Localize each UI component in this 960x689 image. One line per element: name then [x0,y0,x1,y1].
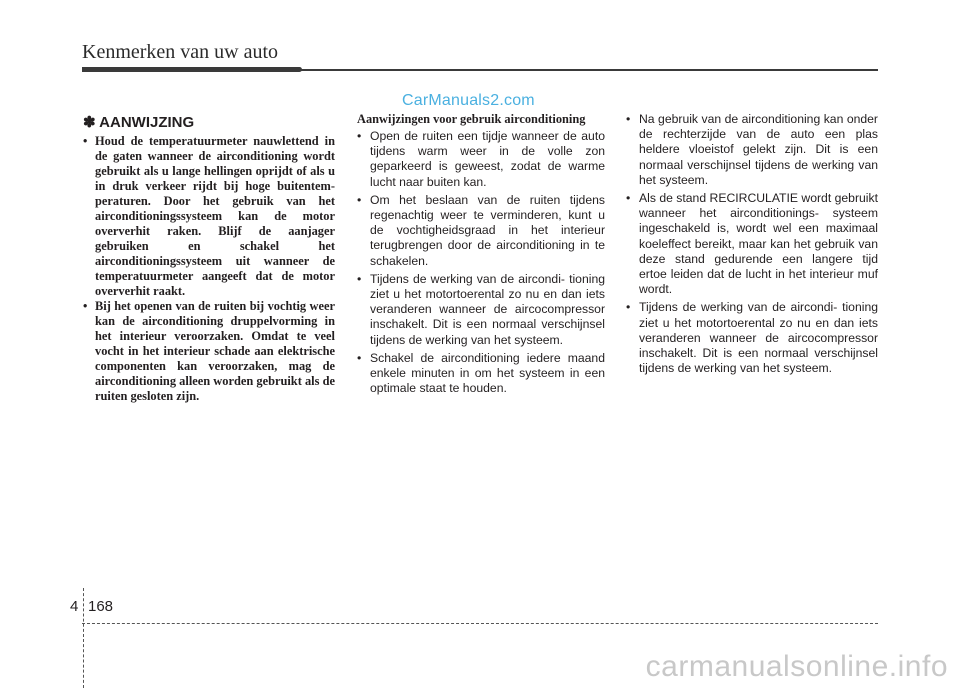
chapter-number: 4 [70,598,79,615]
bullet: • [626,300,631,315]
bullet: • [626,191,631,206]
notice-heading: ✽ AANWIJZING [83,114,195,131]
bullet: • [83,134,88,148]
list-item [357,193,605,269]
notice-item-text: Bij het openen van de ruiten bij vochtig weer kan de airconditioning druppelvorming in het interieur veroorzaken. Omdat te veel vocht in het interieur schade aan elektrische componenten kan veroorzaken, mag de airconditioning alleen worden gebruikt als de ruiten gesloten zijn. [95,299,335,403]
bullet: • [626,112,631,126]
notice-column [83,113,335,404]
watermark-bottom: carmanualsonline.info [645,650,948,683]
list-item [626,300,878,376]
bullet: • [357,271,362,286]
tips-column-right [626,112,878,379]
tips-list-left [357,129,605,396]
bullet: • [83,299,88,313]
list-item [83,299,335,404]
tip-text: Open de ruiten een tijdje wanneer de auto tijdens warm weer in de volle zon geparkeerd is geweest, zodat de warme lucht naar buiten kan. [370,129,605,189]
page-header-title: Kenmerken van uw auto [82,41,279,63]
page-number-value: 168 [88,598,114,615]
bullet: • [357,129,362,143]
tip-text: Na gebruik van de airconditioning kan onder de rechterzijde van de auto een plas heldere vloeistof gelekt zijn. Dit is een normaal verschijnsel tijdens de werking van het systeem. [639,112,878,187]
notice-list [83,134,335,404]
tip-text: Als de stand RECIRCULATIE wordt gebruikt wanneer het airconditionings- systeem ingeschakeld is, wordt wel een maximaal koeleffect bereikt, maar kan het gebruik van deze stand gedurende een langere tijd ertoe leiden dat de lucht in het interieur muf wordt. [639,191,878,297]
notice-item-text: Houd de temperatuurmeter nauwlettend in de gaten wanneer de airconditioning wordt gebruikt als u lange hellingen oprijdt of als u in druk verkeer rijdt bij hoge buitentem- peraturen. Door het gebruik van het airconditioningssysteem kan de motor oververhit raken. Blijf de aanjager gebruiken en schakel het airconditioningssysteem uit wanneer de temperatuurmeter aangeeft dat de motor oververhit raakt. [95,134,335,298]
tip-text: Tijdens de werking van de aircondi- tioning ziet u het motortoerental zo nu en dan iets veranderen wanneer de aircocompressor inschakelt. Dit is een normaal verschijnsel tijdens de werking van het systeem. [639,300,878,376]
tip-text: Tijdens de werking van de aircondi- tioning ziet u het motortoerental zo nu en dan iets veranderen wanneer de aircocompressor inschakelt. Dit is een normaal verschijnsel tijdens de werking van het systeem. [370,271,605,347]
bullet: • [357,192,362,207]
watermark-top: CarManuals2.com [402,92,535,109]
list-item [357,351,605,397]
page-number [70,598,113,615]
list-item [357,129,605,190]
bullet: • [357,350,362,365]
tip-text: Om het beslaan van de ruiten tijdens regenachtig weer te verminderen, kunt u de vochtigheidsgraad in het interieur terugbrengen door de airconditioning in te schakelen. [370,192,605,268]
tips-column-left [357,112,605,399]
list-item [626,112,878,188]
header-rule [300,69,878,71]
tips-list-right [626,112,878,376]
tips-heading: Aanwijzingen voor gebruik airconditioning [357,112,586,126]
tip-text: Schakel de airconditioning iedere maand enkele minuten in om het systeem in een optimale staat te houden. [370,350,605,396]
header-bar [82,67,302,72]
list-item [357,272,605,348]
list-item [83,134,335,299]
footer-rule [82,623,878,624]
list-item [626,191,878,297]
